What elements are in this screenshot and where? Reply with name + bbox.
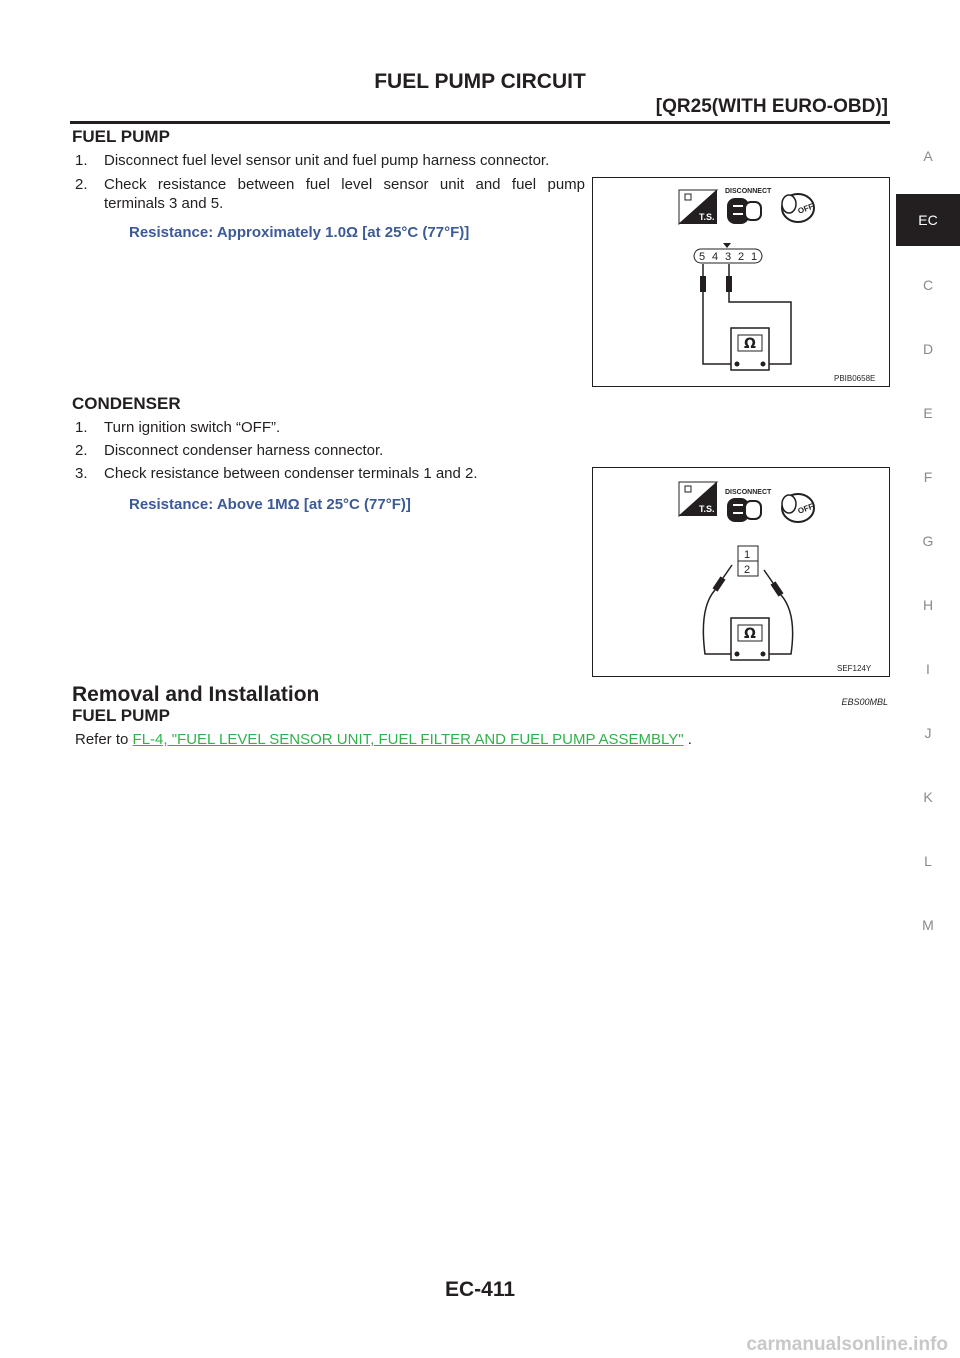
step-number: 3. xyxy=(75,465,88,482)
step-text: Disconnect fuel level sensor unit and fuel pump harness connector. xyxy=(104,152,550,169)
fuel-pump-diagram xyxy=(593,178,889,386)
disconnect-connector-icon xyxy=(725,489,772,522)
reference-line xyxy=(75,731,692,748)
ohmmeter-icon xyxy=(731,328,769,370)
side-tab-m[interactable]: M xyxy=(922,917,934,933)
fuel-pump-step-1 xyxy=(75,151,585,170)
section-code: EBS00MBL xyxy=(841,697,888,707)
condenser-heading: CONDENSER xyxy=(72,394,181,413)
step-text: Check resistance between fuel level sensor unit and fuel pump xyxy=(104,176,585,193)
terminal-3: 3 xyxy=(725,251,732,263)
step-text: Turn ignition switch “OFF”. xyxy=(104,419,281,436)
terminal-2: 2 xyxy=(738,251,745,263)
side-tab-j[interactable]: J xyxy=(924,725,932,741)
condenser-step-3 xyxy=(75,464,585,483)
condenser-figure xyxy=(592,467,890,677)
terminal-1: 1 xyxy=(751,251,758,263)
side-tab-l[interactable]: L xyxy=(924,853,932,869)
off-label: OFF xyxy=(796,501,815,516)
condenser-step-1 xyxy=(75,418,585,437)
condenser-resistance-spec: Resistance: Above 1MΩ [at 25°C (77°F)] xyxy=(129,496,411,513)
header-rule xyxy=(70,121,890,124)
ts-icon xyxy=(679,482,717,516)
figure-code: PBIB0658E xyxy=(834,374,876,383)
figure-code: SEF124Y xyxy=(837,664,872,673)
side-tab-c[interactable]: C xyxy=(922,277,934,293)
reference-suffix: . xyxy=(683,731,692,748)
condenser-step-2 xyxy=(75,441,585,460)
reference-link[interactable]: FL-4, "FUEL LEVEL SENSOR UNIT, FUEL FILTER AND FUEL PUMP ASSEMBLY" xyxy=(132,731,684,748)
ts-icon xyxy=(679,190,717,224)
fuel-pump-heading: FUEL PUMP xyxy=(72,127,170,146)
step-text: Check resistance between condenser terminals 1 and 2. xyxy=(104,465,478,482)
step-number: 1. xyxy=(75,152,88,169)
side-tab-h[interactable]: H xyxy=(922,597,934,613)
removal-installation-heading: Removal and Installation xyxy=(72,683,320,706)
disconnect-label: DISCONNECT xyxy=(725,188,772,195)
step-number: 1. xyxy=(75,419,88,436)
side-tab-g[interactable]: G xyxy=(922,533,934,549)
off-label: OFF xyxy=(796,201,815,216)
step-number: 2. xyxy=(75,176,88,193)
side-tab-a[interactable]: A xyxy=(923,148,933,164)
ohm-symbol: Ω xyxy=(744,336,756,352)
side-tab-k[interactable]: K xyxy=(923,789,933,805)
condenser-diagram xyxy=(593,468,889,676)
step-text-continued: terminals 3 and 5. xyxy=(104,195,224,212)
ignition-key-icon xyxy=(782,194,815,222)
step-text: Disconnect condenser harness connector. xyxy=(104,442,384,459)
side-tab-e[interactable]: E xyxy=(923,405,933,421)
page-subtitle: [QR25(WITH EURO-OBD)] xyxy=(655,96,888,117)
terminal-1: 1 xyxy=(744,549,751,561)
watermark: carmanualsonline.info xyxy=(746,1334,948,1355)
side-tab-ec[interactable]: EC xyxy=(896,194,960,246)
terminal-5: 5 xyxy=(699,251,706,263)
ohm-symbol: Ω xyxy=(744,626,756,642)
removal-fuel-pump-heading: FUEL PUMP xyxy=(72,706,170,725)
side-tab-d[interactable]: D xyxy=(922,341,934,357)
side-tab-f[interactable]: F xyxy=(923,469,933,485)
page-title: FUEL PUMP CIRCUIT xyxy=(374,70,586,93)
condenser-connector xyxy=(738,546,758,576)
disconnect-connector-icon xyxy=(725,188,772,224)
terminal-4: 4 xyxy=(712,251,719,263)
disconnect-label: DISCONNECT xyxy=(725,489,772,496)
ohmmeter-icon xyxy=(731,618,769,660)
terminal-2: 2 xyxy=(744,564,751,576)
reference-prefix: Refer to xyxy=(75,731,133,748)
fuel-pump-figure xyxy=(592,177,890,387)
connector-terminals xyxy=(694,243,762,263)
ignition-key-icon xyxy=(782,494,815,522)
page-number: EC-411 xyxy=(444,1278,516,1301)
side-tab-i[interactable]: I xyxy=(926,661,930,677)
fuel-pump-step-2 xyxy=(75,175,585,213)
step-number: 2. xyxy=(75,442,88,459)
ts-label: T.S. xyxy=(699,212,715,222)
fuel-pump-resistance-spec: Resistance: Approximately 1.0Ω [at 25°C (77°F)] xyxy=(129,224,470,241)
ts-label: T.S. xyxy=(699,504,715,514)
